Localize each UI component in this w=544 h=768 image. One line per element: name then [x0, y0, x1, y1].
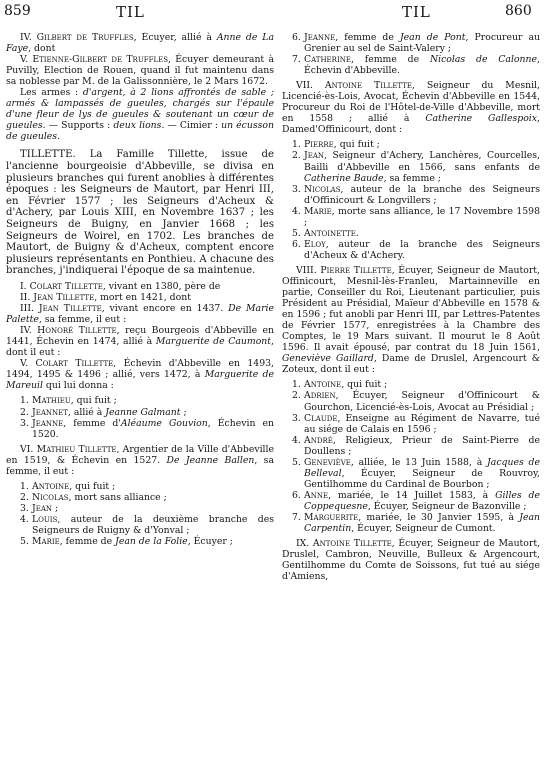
- entry-iii-jean: III. Jean Tillette, vivant encore en 1437. De Marie Palette, sa femme, il eut :: [6, 303, 274, 326]
- list-item: 2. Nicolas, mort sans alliance ;: [20, 491, 167, 503]
- list-item: 5. Antoinette.: [292, 227, 359, 239]
- list-item: 7. Catherine, femme de Nicolas de Calonne, Échevin d'Abbeville.: [292, 54, 540, 77]
- list-item: 3. Jean ;: [20, 502, 59, 514]
- list-item: 6. Jeanne, femme de Jean de Pont, Procureur au Grenier au sel de Saint-Valery ;: [292, 32, 540, 55]
- list-item: 2. Adrien, Écuyer, Seigneur d'Offinicourt & Gourchon, Licencié-ès-Lois, Avocat au Présidial ;: [292, 390, 540, 413]
- page-number-left: 859: [4, 3, 31, 19]
- entry-iv-honore: IV. Honoré Tillette, reçu Bourgeois d'Abbeville en 1441, Échevin en 1474, allié à Marguerite de Caumont, dont il eut :: [6, 325, 274, 359]
- tillette-intro: TILLETTE. La Famille Tillette, issue de l'ancienne bourgeoisie d'Abbeville, se divisa en plusieurs branches qui furent anoblies à différentes époques : les Seigneurs de Mautort, par Henri III, en Février 1577 ; les Seigneurs d'Acheux & d'Achery, par Louis XIII, en Novembre 1637 ; les Seigneurs de Buigny, en Janvier 1668 ; les Seigneurs de Woirel, en 1702. Les branches de Mautort, de Buigny & d'Acheux, comptent encore plusieurs représentants en Ponthieu. A chacune des branches, j'indiquerai l'époque de sa maintenue.: [6, 149, 274, 277]
- list-item: 4. Marie, morte sans alliance, le 17 Novembre 1598 ;: [292, 205, 540, 228]
- list-item: 1. Antoine, qui fuit ;: [292, 379, 388, 391]
- list-item: 5. Geneviève, alliée, le 13 Juin 1588, à Jacques de Belleval, Écuyer, Seigneur de Rouvroy, Gentilhomme du Cardinal de Bourbon ;: [292, 456, 540, 490]
- children-list-vi-continued: [282, 32, 540, 76]
- list-item: 2. Jeannet, allié à Jeanne Galmant ;: [20, 406, 187, 418]
- family-heading: TILLETTE.: [20, 149, 76, 161]
- running-title-right: TIL: [402, 3, 431, 21]
- left-column: [6, 32, 274, 766]
- list-item: 3. Claude, Enseigne au Régiment de Navarre, tué au siége de Calais en 1596 ;: [292, 412, 540, 435]
- list-item: 1. Pierre, qui fuit ;: [292, 139, 380, 151]
- list-item: 2. Jean, Seigneur d'Achery, Lanchères, Courcelles, Bailli d'Abbeville en 1566, sans enfants de Catherine Baude, sa femme ;: [292, 150, 540, 184]
- entry-iv-gilbert: IV. Gilbert de Truffles, Écuyer, allié à Anne de La Faye, dont: [6, 32, 274, 55]
- entry-viii-pierre: VIII. Pierre Tillette, Écuyer, Seigneur de Mautort, Offinicourt, Mesnil-lès-Franleu, Martainneville en partie, Conseiller du Roi, Lieutenant particulier, puis Président au Présidial, Maïeur d'Abbeville en 1578 & en 1596 ; fut anobli par Henri III, par Lettres-Patentes de Février 1577, enregistrées à la Chambre des Comptes, le 19 Mars suivant. Il mourut le 8 Août 1596. Il avait épousé, par contrat du 18 Juin 1561, Geneviève Gaillard, Dame de Druslel, Argencourt & Zoteux, dont il eut :: [282, 264, 540, 376]
- list-item: 4. Louis, auteur de la deuxième branche des Seigneurs de Ruigny & d'Yonval ;: [20, 513, 274, 536]
- children-list-v: [6, 395, 274, 439]
- entry-v-colart: V. Colart Tillette, Échevin d'Abbeville en 1493, 1494, 1495 & 1496 ; allié, vers 1472, à Marguerite de Mareuil qui lui donna :: [6, 358, 274, 392]
- entry-vi-mathieu: VI. Mathieu Tillette, Argentier de la Ville d'Abbeville en 1519, & Échevin en 1527. De Jeanne Ballen, sa femme, il eut :: [6, 443, 274, 477]
- list-item: 6. Anne, mariée, le 14 Juillet 1583, à Gilles de Coppequesne, Écuyer, Seigneur de Bazonville ;: [292, 489, 540, 512]
- coat-of-arms: Les armes : d'argent, à 2 lions affrontés de sable ; armés & lampassés de gueules, chargés sur l'épaule d'une fleur de lys de gueules & soutenant un cœur de gueules. — Supports : deux lions. — Cimier : un écusson de gueules.: [6, 87, 274, 143]
- entry-vii-antoine: VII. Antoine Tillette, Seigneur du Mesnil, Licencié-ès-Lois, Avocat, Échevin d'Abbeville en 1544, Procureur du Roi de l'Hôtel-de-Ville d'Abbeville, mort en 1558 ; allié à Catherine Gallespoix, Damed'Offinicourt, dont :: [282, 80, 540, 136]
- children-list-vii: [282, 139, 540, 261]
- page-number-right: 860: [505, 3, 532, 19]
- list-item: 1. Mathieu, qui fuit ;: [20, 395, 117, 407]
- list-item: 7. Marguerite, mariée, le 30 Janvier 1595, à Jean Carpentin, Écuyer, Seigneur de Cumont.: [292, 511, 540, 535]
- list-item: 3. Nicolas, auteur de la branche des Seigneurs d'Offinicourt & Longvillers ;: [292, 183, 540, 206]
- list-item: 1. Antoine, qui fuit ;: [20, 480, 116, 492]
- running-title-left: TIL: [116, 3, 145, 21]
- entry-ix-antoine: IX. Antoine Tillette, Écuyer, Seigneur de Mautort, Druslel, Cambron, Neuville, Bulleux & Argencourt, Gentilhomme du Comte de Soissons, fut tué au siége d'Amiens,: [282, 538, 540, 583]
- entry-ii-jean: II. Jean Tillette, mort en 1421, dont: [20, 292, 191, 304]
- children-list-viii: [282, 379, 540, 534]
- list-item: 6. Eloy, auteur de la branche des Seigneurs d'Acheux & d'Achery.: [292, 238, 540, 261]
- entry-v-etienne: V. Etienne-Gilbert de Truffles, Écuyer demeurant à Puvilly, Election de Rouen, quand il fut maintenu dans sa noblesse par M. de la Galissonnière, le 2 Mars 1672.: [6, 54, 274, 88]
- list-item: 3. Jeanne, femme d'Aléaume Gouvion, Échevin en 1520.: [20, 417, 274, 440]
- list-item: 5. Marie, femme de Jean de la Folie, Écuyer ;: [20, 536, 233, 548]
- entry-i-colart: I. Colart Tillette, vivant en 1380, père de: [20, 281, 221, 292]
- children-list-vi: [6, 481, 274, 547]
- right-column: [282, 32, 540, 766]
- list-item: 4. André, Religieux, Prieur de Saint-Pierre de Doullens ;: [292, 434, 540, 457]
